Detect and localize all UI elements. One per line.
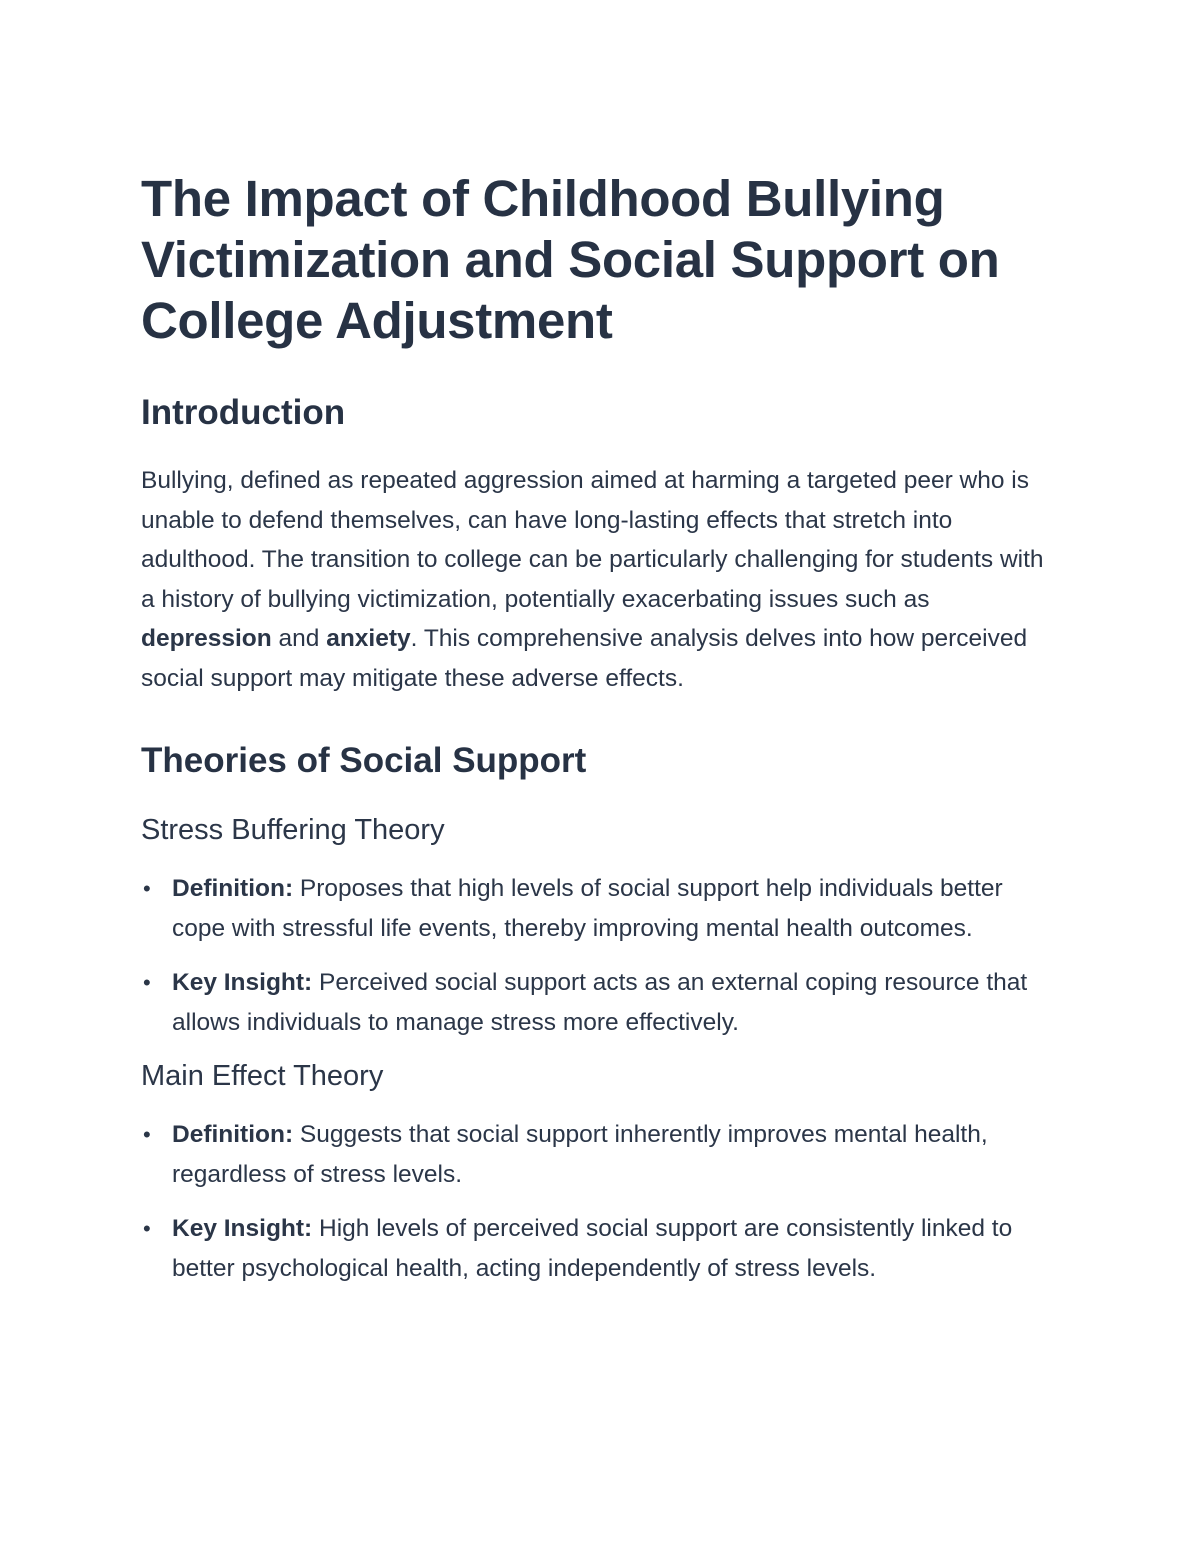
list-item	[141, 963, 1061, 1043]
introduction-text-2: and	[271, 625, 327, 653]
item-label: Key Insight:	[172, 1214, 313, 1242]
item-label: Definition:	[172, 874, 294, 902]
item-text: Proposes that high levels of social support help individuals better cope with stressful life events, thereby improving mental health outcomes.	[172, 874, 1003, 942]
anxiety-term: anxiety	[326, 625, 411, 653]
introduction-text-3: . This comprehensive analysis delves into how perceived social support may mitigate these adverse effects.	[141, 625, 1028, 692]
bullet-icon: •	[143, 875, 151, 901]
item-text: High levels of perceived social support are consistently linked to better psychological health, acting independently of stress levels.	[172, 1214, 1013, 1282]
list-item	[141, 869, 1061, 949]
list-item	[141, 1209, 1061, 1289]
item-text: Suggests that social support inherently improves mental health, regardless of stress levels.	[172, 1120, 988, 1188]
bullet-icon: •	[143, 1215, 151, 1241]
depression-term: depression	[141, 625, 272, 653]
item-label: Definition:	[172, 1120, 294, 1148]
stress-buffering-list	[141, 869, 1061, 1043]
theories-heading: Theories of Social Support	[141, 740, 587, 780]
bullet-icon: •	[143, 969, 151, 995]
item-label: Key Insight:	[172, 968, 313, 996]
stress-buffering-heading: Stress Buffering Theory	[141, 813, 445, 846]
item-text: Perceived social support acts as an external coping resource that allows individuals to manage stress more effectively.	[172, 968, 1028, 1036]
introduction-paragraph	[141, 461, 1061, 699]
list-item	[141, 1115, 1061, 1195]
page-title: The Impact of Childhood Bullying Victimization and Social Support on College Adjustment	[141, 170, 1000, 349]
bullet-icon: •	[143, 1121, 151, 1147]
main-effect-heading: Main Effect Theory	[141, 1059, 384, 1092]
introduction-text-1: Bullying, defined as repeated aggression aimed at harming a targeted peer who is unable to defend themselves, can have long-lasting effects that stretch into adulthood. The transition to college can be particularly challenging for students with a history of bullying victimization, potentially exacerbating issues such as	[141, 467, 1044, 613]
document-page	[141, 168, 1061, 1303]
main-effect-list	[141, 1115, 1061, 1289]
introduction-heading: Introduction	[141, 393, 346, 432]
